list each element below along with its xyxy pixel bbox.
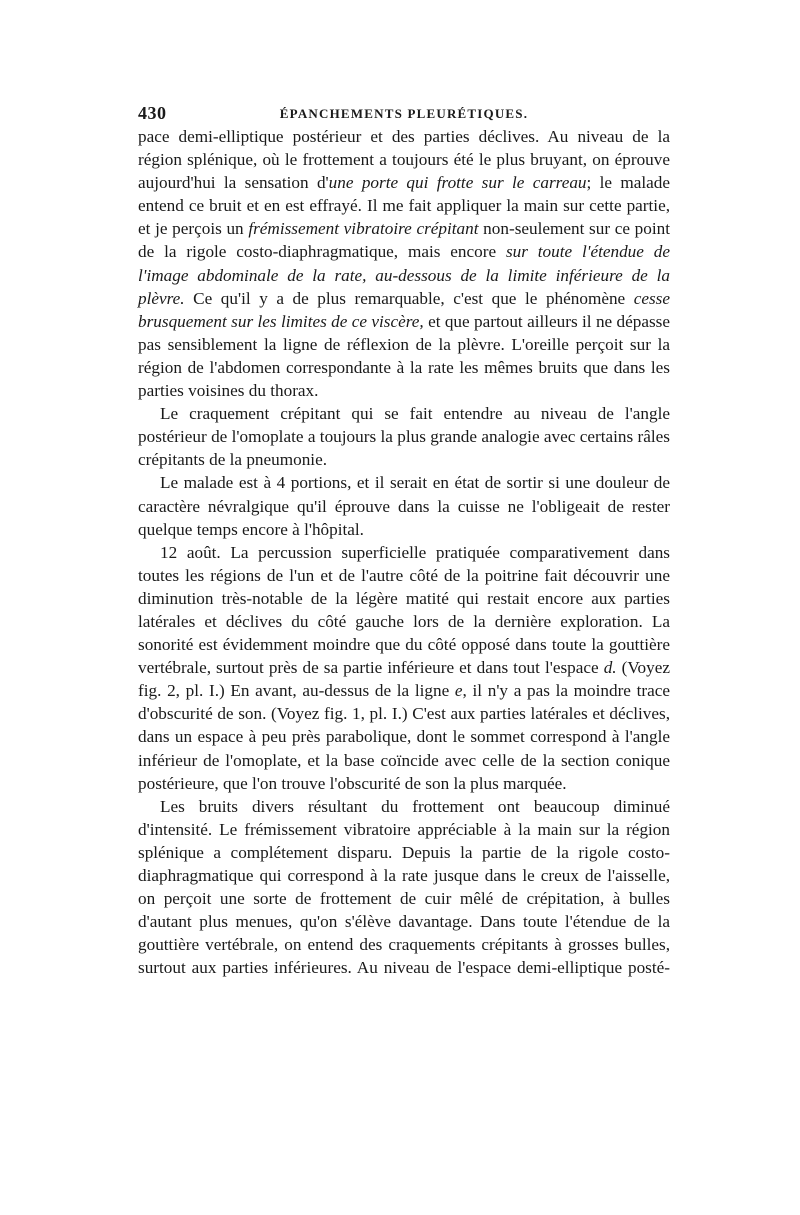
text-segment: ; le malade entend ce bruit et en est effrayé. Il me fait appliquer la main sur cette partie, et je perçois un: [138, 173, 671, 239]
text-segment: Le craquement crépitant qui se fait entendre au niveau de l'angle postérieur de l'omoplate a toujours la plus grande analogie avec certains râles crépitants de la pneumonie.: [138, 404, 670, 470]
italic-text: e: [454, 681, 463, 701]
paragraph: [138, 541, 670, 795]
text-segment: non-seulement sur ce point de la rigole costo-diaphragmatique, mais encore: [138, 219, 670, 262]
page-header: [138, 103, 670, 125]
paragraph: [138, 402, 670, 471]
body-text: [138, 125, 670, 979]
italic-text: cesse brusquement sur les limites de ce viscère,: [138, 288, 670, 331]
paragraph: [138, 795, 670, 980]
text-segment: et que partout ailleurs il ne dépasse pas sensiblement la ligne de réflexion de la plèvre. L'oreille perçoit sur la région de l'abdomen correspondante à la rate les mêmes bruits que dans les parties voisines du thorax.: [138, 311, 670, 401]
text-segment: pace demi-elliptique postérieur et des parties déclives. Au niveau de la région splénique, où le frottement a toujours été le plus bruyant, on éprouve aujourd'hui la sensation d': [138, 127, 670, 193]
text-segment: , il n'y a pas la moindre trace d'obscurité de son. (Voyez fig. 1, pl. I.) C'est aux parties latérales et déclives, dans un espace à peu près parabolique, dont le sommet correspond à l'angle inférieur de l'omoplate, et la base coïncide avec celle de la section conique postérieure, que l'on trouve l'obscurité de son la plus marquée.: [138, 681, 670, 793]
text-segment: Ce qu'il y a de plus remarquable, c'est que le phénomène: [184, 288, 634, 308]
paragraph: [138, 471, 670, 540]
italic-text: une porte qui frotte sur le carreau: [328, 173, 587, 193]
italic-text: sur toute l'étendue de l'image abdominale de la rate, au-dessous de la limite inférieure de la plèvre.: [138, 242, 670, 308]
italic-text: frémissement vibratoire crépitant: [248, 219, 479, 239]
book-page: [138, 103, 670, 979]
italic-text: d.: [603, 658, 617, 678]
text-segment: Le malade est à 4 portions, et il serait en état de sortir si une douleur de caractère névralgique qu'il éprouve dans la cuisse ne l'obligeait de rester quelque temps encore à l'hôpital.: [138, 473, 670, 539]
text-segment: (Voyez fig. 2, pl. I.) En avant, au-dessus de la ligne: [138, 658, 670, 701]
paragraph: [138, 125, 670, 402]
text-segment: 12 août. La percussion superficielle pratiquée comparativement dans toutes les régions de l'un et de l'autre côté de la poitrine fait découvrir une diminution très-notable de la légère matité qui restait encore aux parties latérales et déclives du côté gauche lors de la dernière exploration. La sonorité est évidemment moindre que du côté opposé dans toute la gouttière vertébrale, surtout près de sa partie inférieure et dans tout l'espace: [138, 542, 670, 678]
text-segment: Les bruits divers résultant du frottement ont beaucoup diminué d'intensité. Le frémissement vibratoire appréciable à la main sur la région splénique a complétement disparu. Depuis la partie de la rigole costo-diaphragmatique qui correspond à la rate jusque dans le creux de l'aisselle, on perçoit une sorte de frottement de cuir mêlé de crépitation, à bulles d'autant plus menues, qu'on s'élève davantage. Dans toute l'étendue de la gouttière vertébrale, on entend des craquements crépitants à grosses bulles, surtout aux parties inférieures. Au niveau de l'espace demi-elliptique posté-: [138, 796, 670, 978]
running-title: ÉPANCHEMENTS PLEURÉTIQUES.: [279, 106, 529, 121]
page-number: 430: [138, 103, 167, 123]
